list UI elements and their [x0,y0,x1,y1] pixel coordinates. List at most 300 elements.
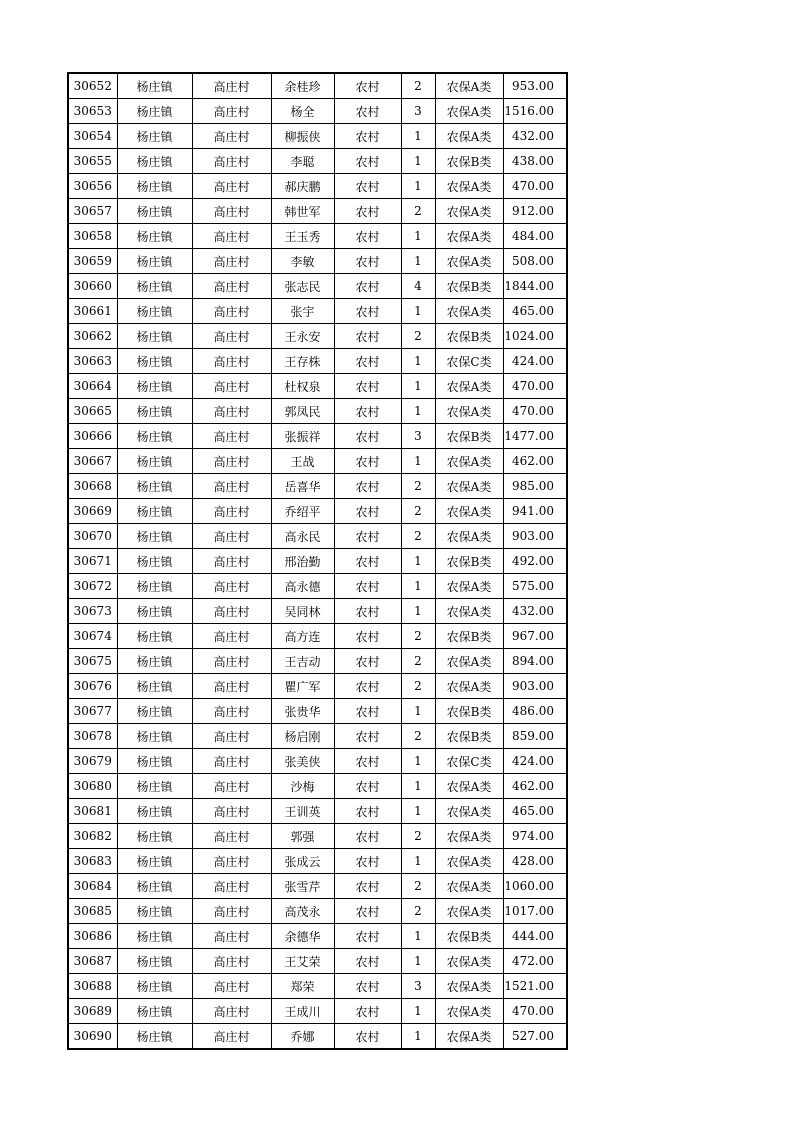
amount-cell: 859.00 [503,724,567,749]
area-type-cell: 农村 [334,899,401,924]
record-id-cell: 30676 [68,674,117,699]
area-type-cell: 农村 [334,974,401,999]
area-type-cell: 农村 [334,649,401,674]
insurance-class-cell: 农保C类 [435,349,503,374]
insurance-class-cell: 农保A类 [435,124,503,149]
household-count-cell: 2 [401,824,435,849]
village-cell: 高庄村 [192,99,271,124]
town-cell: 杨庄镇 [117,224,192,249]
household-count-cell: 1 [401,174,435,199]
household-count-cell: 1 [401,399,435,424]
town-cell: 杨庄镇 [117,174,192,199]
table-row [68,199,567,224]
table-row [68,224,567,249]
record-id-cell: 30686 [68,924,117,949]
table-row [68,799,567,824]
town-cell: 杨庄镇 [117,674,192,699]
record-id-cell: 30672 [68,574,117,599]
area-type-cell: 农村 [334,949,401,974]
household-count-cell: 1 [401,449,435,474]
amount-cell: 470.00 [503,399,567,424]
area-type-cell: 农村 [334,324,401,349]
name-cell: 吴同林 [271,599,334,624]
record-id-cell: 30679 [68,749,117,774]
amount-cell: 953.00 [503,73,567,99]
village-cell: 高庄村 [192,874,271,899]
record-id-cell: 30683 [68,849,117,874]
village-cell: 高庄村 [192,274,271,299]
record-id-cell: 30680 [68,774,117,799]
insurance-class-cell: 农保A类 [435,174,503,199]
name-cell: 瞿广军 [271,674,334,699]
table-row [68,699,567,724]
name-cell: 王艾荣 [271,949,334,974]
town-cell: 杨庄镇 [117,799,192,824]
area-type-cell: 农村 [334,749,401,774]
record-id-cell: 30667 [68,449,117,474]
area-type-cell: 农村 [334,374,401,399]
area-type-cell: 农村 [334,999,401,1024]
village-cell: 高庄村 [192,924,271,949]
town-cell: 杨庄镇 [117,274,192,299]
village-cell: 高庄村 [192,249,271,274]
table-row [68,874,567,899]
name-cell: 王战 [271,449,334,474]
table-row [68,73,567,99]
name-cell: 郝庆鹏 [271,174,334,199]
area-type-cell: 农村 [334,674,401,699]
name-cell: 韩世军 [271,199,334,224]
amount-cell: 432.00 [503,124,567,149]
household-count-cell: 1 [401,949,435,974]
record-id-cell: 30674 [68,624,117,649]
insurance-class-cell: 农保A类 [435,399,503,424]
record-id-cell: 30682 [68,824,117,849]
insurance-class-cell: 农保B类 [435,149,503,174]
table-row [68,624,567,649]
name-cell: 高茂永 [271,899,334,924]
household-count-cell: 1 [401,1024,435,1050]
village-cell: 高庄村 [192,224,271,249]
name-cell: 王训英 [271,799,334,824]
table-row [68,824,567,849]
insurance-class-cell: 农保A类 [435,374,503,399]
area-type-cell: 农村 [334,124,401,149]
name-cell: 李聪 [271,149,334,174]
town-cell: 杨庄镇 [117,949,192,974]
village-cell: 高庄村 [192,624,271,649]
insurance-class-cell: 农保A类 [435,499,503,524]
insurance-class-cell: 农保B类 [435,624,503,649]
insurance-class-cell: 农保A类 [435,449,503,474]
insurance-class-cell: 农保A类 [435,199,503,224]
table-row [68,124,567,149]
table-row [68,324,567,349]
table-row [68,1024,567,1050]
amount-cell: 912.00 [503,199,567,224]
area-type-cell: 农村 [334,849,401,874]
amount-cell: 484.00 [503,224,567,249]
record-id-cell: 30685 [68,899,117,924]
village-cell: 高庄村 [192,349,271,374]
household-count-cell: 1 [401,374,435,399]
town-cell: 杨庄镇 [117,149,192,174]
town-cell: 杨庄镇 [117,499,192,524]
name-cell: 张美侠 [271,749,334,774]
household-count-cell: 1 [401,349,435,374]
town-cell: 杨庄镇 [117,924,192,949]
amount-cell: 903.00 [503,674,567,699]
area-type-cell: 农村 [334,149,401,174]
insurance-class-cell: 农保A类 [435,224,503,249]
area-type-cell: 农村 [334,99,401,124]
insurance-class-cell: 农保A类 [435,599,503,624]
area-type-cell: 农村 [334,574,401,599]
household-count-cell: 1 [401,599,435,624]
village-cell: 高庄村 [192,549,271,574]
amount-cell: 470.00 [503,374,567,399]
amount-cell: 967.00 [503,624,567,649]
area-type-cell: 农村 [334,399,401,424]
name-cell: 张宇 [271,299,334,324]
amount-cell: 444.00 [503,924,567,949]
village-cell: 高庄村 [192,449,271,474]
table-row [68,749,567,774]
village-cell: 高庄村 [192,899,271,924]
village-cell: 高庄村 [192,499,271,524]
area-type-cell: 农村 [334,624,401,649]
village-cell: 高庄村 [192,824,271,849]
amount-cell: 438.00 [503,149,567,174]
table-row [68,249,567,274]
area-type-cell: 农村 [334,1024,401,1050]
area-type-cell: 农村 [334,449,401,474]
name-cell: 乔绍平 [271,499,334,524]
village-cell: 高庄村 [192,399,271,424]
insurance-class-cell: 农保A类 [435,949,503,974]
town-cell: 杨庄镇 [117,324,192,349]
amount-cell: 428.00 [503,849,567,874]
village-cell: 高庄村 [192,1024,271,1050]
record-id-cell: 30652 [68,73,117,99]
household-count-cell: 2 [401,724,435,749]
record-id-cell: 30690 [68,1024,117,1050]
insurance-class-cell: 农保A类 [435,474,503,499]
household-count-cell: 1 [401,549,435,574]
name-cell: 张成云 [271,849,334,874]
amount-cell: 985.00 [503,474,567,499]
village-cell: 高庄村 [192,149,271,174]
name-cell: 杨全 [271,99,334,124]
record-id-cell: 30678 [68,724,117,749]
area-type-cell: 农村 [334,174,401,199]
village-cell: 高庄村 [192,649,271,674]
amount-cell: 486.00 [503,699,567,724]
household-count-cell: 3 [401,99,435,124]
name-cell: 邢治勤 [271,549,334,574]
town-cell: 杨庄镇 [117,624,192,649]
household-count-cell: 2 [401,899,435,924]
town-cell: 杨庄镇 [117,374,192,399]
table-row [68,649,567,674]
record-id-cell: 30656 [68,174,117,199]
amount-cell: 470.00 [503,174,567,199]
table-row [68,99,567,124]
record-id-cell: 30689 [68,999,117,1024]
name-cell: 沙梅 [271,774,334,799]
record-id-cell: 30655 [68,149,117,174]
insurance-class-cell: 农保A类 [435,999,503,1024]
name-cell: 杜权泉 [271,374,334,399]
household-count-cell: 2 [401,674,435,699]
name-cell: 王存株 [271,349,334,374]
name-cell: 王永安 [271,324,334,349]
name-cell: 乔娜 [271,1024,334,1050]
table-row [68,374,567,399]
amount-cell: 903.00 [503,524,567,549]
area-type-cell: 农村 [334,499,401,524]
insurance-class-cell: 农保A类 [435,874,503,899]
village-cell: 高庄村 [192,299,271,324]
table-row [68,174,567,199]
amount-cell: 1477.00 [503,424,567,449]
area-type-cell: 农村 [334,874,401,899]
record-id-cell: 30688 [68,974,117,999]
record-id-cell: 30681 [68,799,117,824]
insurance-class-cell: 农保B类 [435,274,503,299]
amount-cell: 424.00 [503,749,567,774]
village-cell: 高庄村 [192,524,271,549]
village-cell: 高庄村 [192,474,271,499]
amount-cell: 894.00 [503,649,567,674]
amount-cell: 470.00 [503,999,567,1024]
village-cell: 高庄村 [192,599,271,624]
name-cell: 高永德 [271,574,334,599]
table-row [68,424,567,449]
name-cell: 余德华 [271,924,334,949]
name-cell: 柳振侠 [271,124,334,149]
town-cell: 杨庄镇 [117,849,192,874]
area-type-cell: 农村 [334,474,401,499]
town-cell: 杨庄镇 [117,899,192,924]
record-id-cell: 30654 [68,124,117,149]
household-count-cell: 1 [401,299,435,324]
insurance-class-cell: 农保A类 [435,674,503,699]
record-id-cell: 30687 [68,949,117,974]
amount-cell: 492.00 [503,549,567,574]
insurance-class-cell: 农保A类 [435,524,503,549]
household-count-cell: 2 [401,524,435,549]
area-type-cell: 农村 [334,549,401,574]
amount-cell: 1017.00 [503,899,567,924]
household-count-cell: 1 [401,849,435,874]
table-row [68,999,567,1024]
household-count-cell: 1 [401,799,435,824]
name-cell: 张雪芹 [271,874,334,899]
town-cell: 杨庄镇 [117,749,192,774]
household-count-cell: 1 [401,149,435,174]
record-id-cell: 30684 [68,874,117,899]
area-type-cell: 农村 [334,199,401,224]
household-count-cell: 1 [401,999,435,1024]
household-count-cell: 2 [401,874,435,899]
record-id-cell: 30665 [68,399,117,424]
town-cell: 杨庄镇 [117,99,192,124]
table-row [68,974,567,999]
village-cell: 高庄村 [192,674,271,699]
amount-cell: 941.00 [503,499,567,524]
town-cell: 杨庄镇 [117,724,192,749]
town-cell: 杨庄镇 [117,699,192,724]
area-type-cell: 农村 [334,599,401,624]
household-count-cell: 3 [401,424,435,449]
area-type-cell: 农村 [334,224,401,249]
household-count-cell: 1 [401,224,435,249]
records-body [68,73,567,1049]
amount-cell: 424.00 [503,349,567,374]
amount-cell: 1516.00 [503,99,567,124]
name-cell: 郑荣 [271,974,334,999]
name-cell: 郭凤民 [271,399,334,424]
record-id-cell: 30663 [68,349,117,374]
record-id-cell: 30675 [68,649,117,674]
village-cell: 高庄村 [192,324,271,349]
town-cell: 杨庄镇 [117,399,192,424]
insurance-class-cell: 农保C类 [435,749,503,774]
table-row [68,274,567,299]
insurance-class-cell: 农保B类 [435,424,503,449]
town-cell: 杨庄镇 [117,649,192,674]
village-cell: 高庄村 [192,774,271,799]
area-type-cell: 农村 [334,424,401,449]
town-cell: 杨庄镇 [117,524,192,549]
records-table [67,72,568,1050]
insurance-class-cell: 农保A类 [435,99,503,124]
record-id-cell: 30661 [68,299,117,324]
name-cell: 张贵华 [271,699,334,724]
town-cell: 杨庄镇 [117,549,192,574]
household-count-cell: 2 [401,199,435,224]
amount-cell: 1521.00 [503,974,567,999]
insurance-class-cell: 农保B类 [435,324,503,349]
amount-cell: 508.00 [503,249,567,274]
amount-cell: 472.00 [503,949,567,974]
insurance-class-cell: 农保A类 [435,649,503,674]
household-count-cell: 3 [401,974,435,999]
area-type-cell: 农村 [334,249,401,274]
name-cell: 王吉动 [271,649,334,674]
town-cell: 杨庄镇 [117,1024,192,1050]
town-cell: 杨庄镇 [117,874,192,899]
name-cell: 高永民 [271,524,334,549]
town-cell: 杨庄镇 [117,424,192,449]
table-row [68,849,567,874]
insurance-class-cell: 农保B类 [435,549,503,574]
name-cell: 王玉秀 [271,224,334,249]
area-type-cell: 农村 [334,799,401,824]
name-cell: 郭强 [271,824,334,849]
record-id-cell: 30671 [68,549,117,574]
record-id-cell: 30653 [68,99,117,124]
insurance-class-cell: 农保A类 [435,824,503,849]
village-cell: 高庄村 [192,124,271,149]
amount-cell: 465.00 [503,799,567,824]
village-cell: 高庄村 [192,73,271,99]
insurance-class-cell: 农保B类 [435,924,503,949]
table-row [68,574,567,599]
amount-cell: 462.00 [503,774,567,799]
insurance-class-cell: 农保B类 [435,699,503,724]
town-cell: 杨庄镇 [117,824,192,849]
table-row [68,399,567,424]
table-row [68,474,567,499]
village-cell: 高庄村 [192,999,271,1024]
amount-cell: 462.00 [503,449,567,474]
area-type-cell: 农村 [334,274,401,299]
amount-cell: 1844.00 [503,274,567,299]
household-count-cell: 2 [401,649,435,674]
area-type-cell: 农村 [334,774,401,799]
table-row [68,449,567,474]
amount-cell: 1024.00 [503,324,567,349]
town-cell: 杨庄镇 [117,199,192,224]
area-type-cell: 农村 [334,699,401,724]
insurance-class-cell: 农保A类 [435,1024,503,1050]
table-row [68,349,567,374]
record-id-cell: 30664 [68,374,117,399]
village-cell: 高庄村 [192,374,271,399]
household-count-cell: 1 [401,249,435,274]
name-cell: 杨启刚 [271,724,334,749]
amount-cell: 974.00 [503,824,567,849]
household-count-cell: 2 [401,624,435,649]
area-type-cell: 农村 [334,824,401,849]
village-cell: 高庄村 [192,574,271,599]
insurance-class-cell: 农保B类 [435,724,503,749]
household-count-cell: 2 [401,324,435,349]
insurance-class-cell: 农保A类 [435,799,503,824]
village-cell: 高庄村 [192,749,271,774]
name-cell: 王成川 [271,999,334,1024]
town-cell: 杨庄镇 [117,449,192,474]
town-cell: 杨庄镇 [117,574,192,599]
household-count-cell: 1 [401,924,435,949]
town-cell: 杨庄镇 [117,124,192,149]
name-cell: 李敏 [271,249,334,274]
record-id-cell: 30666 [68,424,117,449]
area-type-cell: 农村 [334,924,401,949]
village-cell: 高庄村 [192,849,271,874]
area-type-cell: 农村 [334,299,401,324]
record-id-cell: 30662 [68,324,117,349]
town-cell: 杨庄镇 [117,299,192,324]
household-count-cell: 1 [401,574,435,599]
area-type-cell: 农村 [334,73,401,99]
household-count-cell: 4 [401,274,435,299]
record-id-cell: 30657 [68,199,117,224]
name-cell: 岳喜华 [271,474,334,499]
table-row [68,674,567,699]
name-cell: 余桂珍 [271,73,334,99]
record-id-cell: 30677 [68,699,117,724]
table-row [68,774,567,799]
insurance-class-cell: 农保A类 [435,574,503,599]
amount-cell: 1060.00 [503,874,567,899]
table-row [68,524,567,549]
insurance-class-cell: 农保A类 [435,249,503,274]
insurance-class-cell: 农保A类 [435,774,503,799]
household-count-cell: 2 [401,499,435,524]
